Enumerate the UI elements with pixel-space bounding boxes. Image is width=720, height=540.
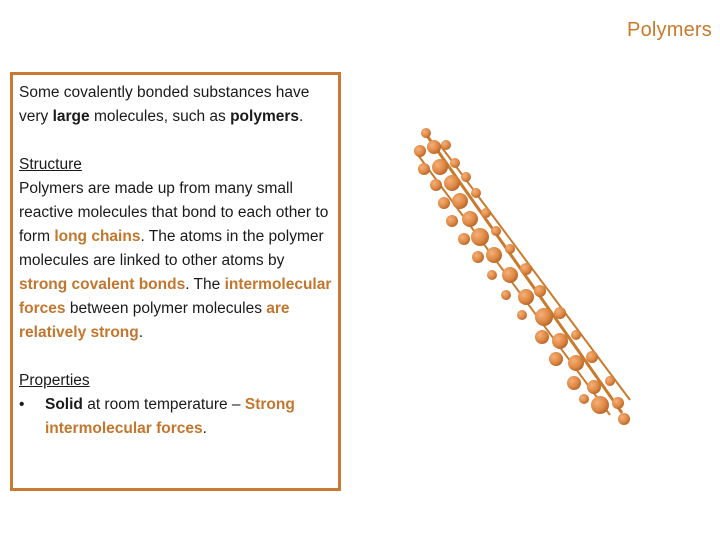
atom-22 — [487, 270, 497, 280]
bullet-icon: • — [19, 396, 25, 413]
structure-text-7: between polymer molecules — [65, 300, 267, 317]
atom-39 — [605, 376, 615, 386]
polymer-chain-icon — [400, 115, 660, 435]
atom-33 — [571, 330, 581, 340]
intro-text-2: large — [52, 108, 90, 125]
atom-1 — [414, 145, 426, 157]
structure-text-2: long chains — [54, 228, 141, 245]
intro-text-5: . — [299, 108, 304, 125]
atom-40 — [591, 396, 609, 414]
atom-20 — [486, 247, 502, 263]
atom-5 — [432, 159, 448, 175]
properties-text-3: Strong intermolecular forces — [45, 396, 295, 437]
structure-text-5: . The — [185, 276, 225, 293]
atom-4 — [418, 163, 430, 175]
atom-15 — [481, 208, 491, 218]
atom-19 — [472, 251, 484, 263]
intro-text-3: molecules, such as — [89, 108, 231, 125]
spacer — [19, 345, 334, 369]
atom-18 — [491, 226, 501, 236]
atom-13 — [446, 215, 458, 227]
structure-heading: Structure — [19, 156, 82, 173]
structure-text-8: are relatively strong — [19, 300, 290, 341]
atom-12 — [471, 188, 481, 198]
atom-31 — [535, 330, 549, 344]
atom-16 — [458, 233, 470, 245]
structure-text-9: . — [138, 324, 144, 341]
atom-26 — [518, 289, 534, 305]
atom-43 — [579, 394, 589, 404]
properties-text-4: . — [202, 420, 207, 437]
atom-27 — [534, 285, 546, 297]
spacer — [19, 129, 334, 153]
atom-23 — [502, 267, 518, 283]
atom-14 — [462, 211, 478, 227]
atom-7 — [430, 179, 442, 191]
structure-text-4: strong covalent bonds — [19, 276, 186, 293]
atom-17 — [471, 228, 489, 246]
properties-bullet-text — [45, 393, 334, 441]
atom-34 — [549, 352, 563, 366]
properties-text-1: Solid — [45, 396, 83, 413]
atom-9 — [461, 172, 471, 182]
properties-text-2: at room temperature – — [82, 396, 245, 413]
atom-8 — [444, 175, 460, 191]
content-text-box — [10, 72, 341, 491]
atom-36 — [586, 351, 598, 363]
atom-41 — [612, 397, 624, 409]
intro-text-1: Some covalently bonded substances have very — [19, 84, 310, 125]
structure-paragraph — [19, 177, 334, 345]
atom-11 — [452, 193, 468, 209]
atom-32 — [552, 333, 568, 349]
intro-paragraph — [19, 81, 334, 129]
atom-29 — [535, 308, 553, 326]
atom-37 — [567, 376, 581, 390]
properties-heading: Properties — [19, 372, 90, 389]
atom-24 — [520, 263, 532, 275]
atom-10 — [438, 197, 450, 209]
structure-text-1: Polymers are made up from many small reactive molecules that bond to each other to form — [19, 180, 329, 245]
atom-28 — [517, 310, 527, 320]
atom-42 — [618, 413, 630, 425]
structure-text-3: . The atoms in the polymer molecules are linked to other atoms by — [19, 228, 324, 269]
atom-3 — [441, 140, 451, 150]
atom-25 — [501, 290, 511, 300]
atom-38 — [587, 380, 601, 394]
intro-text-4: polymers — [230, 108, 300, 125]
atom-35 — [568, 355, 584, 371]
atom-2 — [427, 140, 441, 154]
page-title: Polymers — [627, 19, 712, 41]
atom-30 — [554, 307, 566, 319]
atom-0 — [421, 128, 431, 138]
atom-21 — [505, 244, 515, 254]
properties-bullet-item — [19, 393, 334, 441]
atom-6 — [450, 158, 460, 168]
structure-text-6: intermolecular forces — [19, 276, 332, 317]
